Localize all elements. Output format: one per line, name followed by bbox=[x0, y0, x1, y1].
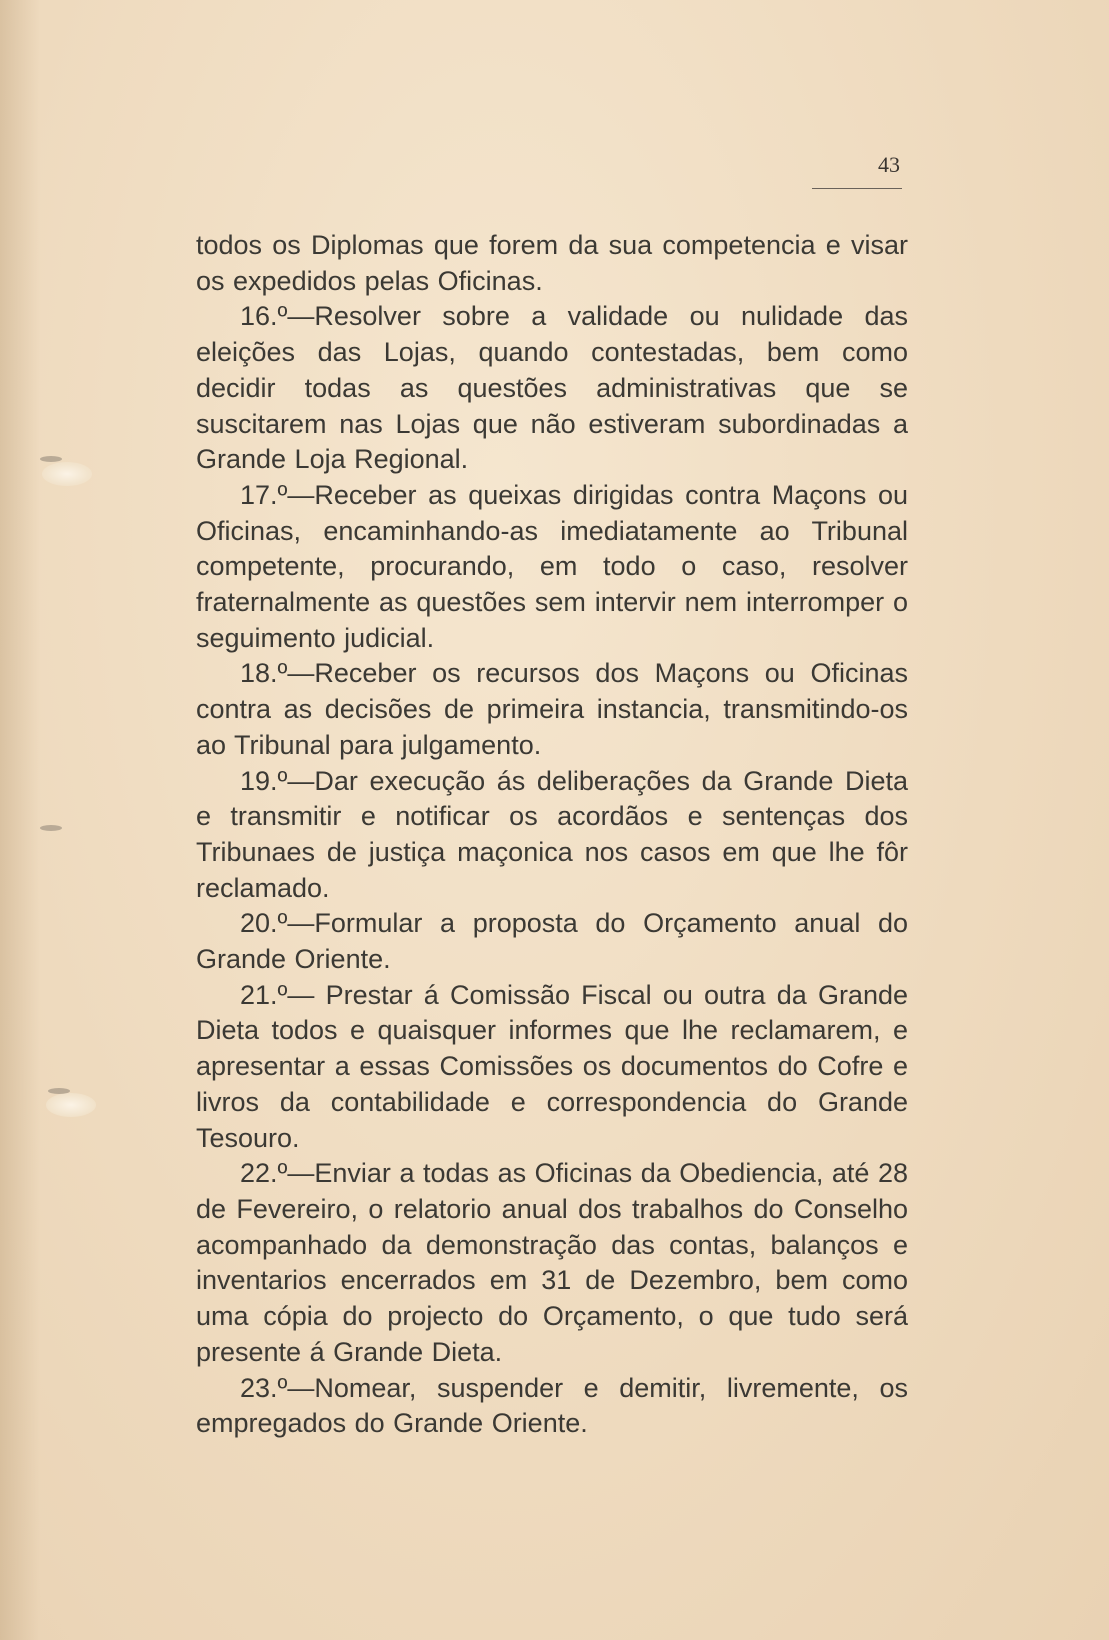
binding-mark bbox=[40, 456, 62, 462]
paragraph: 23.º—Nomear, suspender e demitir, livremente, os empregados do Grande Oriente. bbox=[196, 1372, 908, 1439]
page-number-rule bbox=[812, 188, 902, 189]
paragraph: 16.º—Resolver sobre a validade ou nulidade das eleições das Lojas, quando contestadas, bem como decidir todas as questões administrativas que se suscitarem nas Lojas que não estiveram subordinadas a Grande Loja Regional. bbox=[196, 301, 908, 475]
paragraph: 19.º—Dar execução ás deliberações da Grande Dieta e transmitir e notificar os acordãos e sentenças dos Tribunaes de justiça maçonica nos casos em que lhe fôr reclamado. bbox=[196, 765, 908, 903]
paragraph: 20.º—Formular a proposta do Orçamento anual do Grande Oriente. bbox=[196, 908, 908, 975]
punch-hole bbox=[46, 1093, 96, 1117]
paragraph: 21.º— Prestar á Comissão Fiscal ou outra da Grande Dieta todos e quaisquer informes que lhe reclamarem, e apresentar a essas Comissões os documentos do Cofre e livros da contabilidade e correspondencia do Grande Tesouro. bbox=[196, 979, 908, 1153]
body-text bbox=[196, 228, 908, 1442]
binding-mark bbox=[40, 825, 62, 831]
page-number: 43 bbox=[878, 152, 900, 177]
paragraph: 18.º—Receber os recursos dos Maçons ou Oficinas contra as decisões de primeira instancia, transmitindo-os ao Tribunal para julgamento. bbox=[196, 658, 908, 760]
paragraph: todos os Diplomas que forem da sua competencia e visar os expedidos pelas Oficinas. bbox=[196, 230, 908, 296]
punch-hole bbox=[42, 462, 92, 486]
paragraph: 17.º—Receber as queixas dirigidas contra Maçons ou Oficinas, encaminhando-as imediatamente ao Tribunal competente, procurando, em todo o caso, resolver fraternalmente as questões sem intervir nem interromper o seguimento judicial. bbox=[196, 479, 908, 653]
page-edge-shadow bbox=[0, 0, 40, 1640]
binding-mark bbox=[48, 1088, 70, 1094]
paragraph: 22.º—Enviar a todas as Oficinas da Obediencia, até 28 de Fevereiro, o relatorio anual dos trabalhos do Conselho acompanhado da demonstração das contas, balanços e inventarios encerrados em 31 de Dezembro, bem como uma cópia do projecto do Orçamento, o que tudo será presente á Grande Dieta. bbox=[196, 1158, 908, 1367]
